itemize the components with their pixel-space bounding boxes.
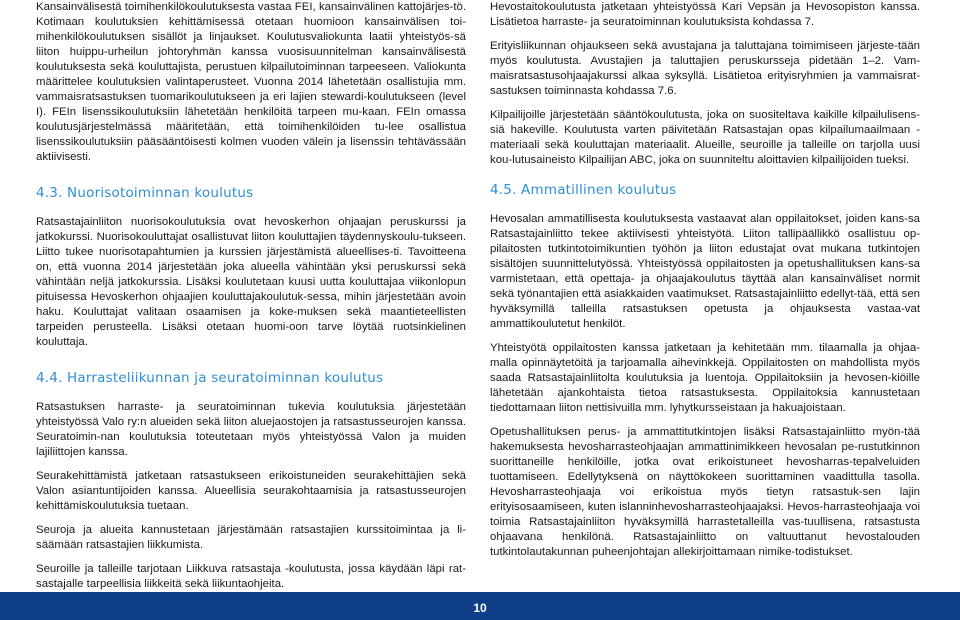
section-4-4-heading: 4.4. Harrasteliikunnan ja seuratoiminnan koulutus	[36, 370, 384, 386]
page-number: 10	[473, 601, 487, 615]
section-4-3-heading: 4.3. Nuorisotoiminnan koulutus	[36, 185, 254, 201]
section-4-5-heading: 4.5. Ammatillinen koulutus	[490, 182, 677, 198]
right-paragraph-6: Opetushallituksen perus- ja ammattitutkintojen lisäksi Ratsastajainliitto myön-tää hakemuksesta hevosharrasteohjaajan ammattinimikkeen hevosalan pe-rustutkinnon suorittaneille henkilöille, jotka ovat erikoistuneet hevosharras-tepalveluiden tuottamiseen. Edellytyksenä on näyttökokeen suorittaminen vaadittulla tasolla. Hevosharrasteohjaaja voi erikoistua myös tietyn ratsastuk-sen lajin erityisosaamiseen, kuten islanninhevosharrasteohjaajaksi. Hevos-harrasteohjaaja voi toimia Ratsastajainliiton hyväksymillä harrastetalleilla vas-tuullisena, ratsastusta ohjaavana henkilönä. Ratsastajainliitto on valtuuttanut hevostalouden tutkintolautakunnan puheenjohtajan allekirjoittamaan nimike-todistukset.	[490, 426, 920, 558]
right-paragraph-5: Yhteistyötä oppilaitosten kanssa jatketaan ja kehitetään mm. tilaamalla ja ohjaa-malla opinnäytetöitä ja tarjoamalla aihevinkkejä. Oppilaitosten on mahdollista myös saada Ratsastajainliitolta koulutuksia ja luentoja. Oppilaitoksiin ja hevosen-kiöille lähetetään ajankohtaista tietoa ratsastuksesta. Oppilaitoksia kannustetaan tiedottamaan liiton nettisivuilla mm. lyhytkursseistaan ja hakuajoistaan.	[490, 342, 920, 414]
right-paragraph-2: Erityisliikunnan ohjaukseen sekä avustajana ja taluttajana toimimiseen järjeste-tään myös koulutusta. Avustajien ja taluttajien peruskursseja pidetään 1–2. Vam-maisratsastusohjaajakurssi alkaa syksyllä. Lisätietoa erityisryhmien ja vammaisrat-sastuksen toiminnasta kohdassa 7.6.	[490, 40, 920, 97]
section-4-3-paragraph: Ratsastajainliiton nuorisokoulutuksia ovat hevoskerhon ohjaajan peruskurssi ja jatkokurssi. Nuorisokouluttajat osallistuvat liiton kouluttajien täydennyskoulu-tukseen. Liitto tukee nuorisotapahtumien ja kurssien järjestämistä alueellises-ti. Tavoitteena on, että vuonna 2014 järjestetään joka alueella vähintään yksi peruskurssi sekä vähintään neljä jatkokurssia. Lisäksi koulutetaan kuusi uutta kouluttajaa viikonlopun pituisessa Hevoskerhon ohjaajien kouluttajakoulutuk-sessa, mihin järjestetään avoin haku. Kouluttajat valitaan osaamisen ja koke-muksen sekä maantieteellisten tarpeiden perusteella. Lisäksi otetaan huomi-oon tarve löytää ruotsinkielinen kouluttaja.	[36, 216, 466, 348]
right-paragraph-4: Hevosalan ammatillisesta koulutuksesta vastaavat alan oppilaitokset, joiden kans-sa Ratsastajainliitto tekee aktiivisesti yhteistyötä. Liiton tallipäällikkö osallistuu op-pilaitosten tutkintotoimikuntien työhön ja liiton edustajat ovat mukana tutkintojen sisältöjen suunnittelutyössä. Yhteistyössä oppilaitosten ja opetushallituksen kans-sa varmistetaan, että opettaja- ja ohjaajakoulutus täyttää alan kansainväliset normit sekä työnantajien että asiakkaiden vaatimukset. Ratsastajainliitto edellyt-tää, että sen hyväksymillä talleilla ratsastuksen opetusta ja ohjauksesta vastaa-vat ammattikoulutetut henkilöt.	[490, 213, 920, 330]
right-paragraph-1: Hevostaitokoulutusta jatketaan yhteistyössä Kari Vepsän ja Hevosopiston kanssa. Lisätietoa harraste- ja seuratoiminnan koulutuksista kohdassa 7.	[490, 1, 920, 28]
section-4-4-paragraph-4: Seuroille ja talleille tarjotaan Liikkuva ratsastaja -koulutusta, jossa käydään läpi rat-sastajalle tarpeellisia liikkeitä sekä liikuntaohjeita.	[36, 563, 466, 590]
section-4-4-paragraph-1: Ratsastuksen harraste- ja seuratoiminnan tukevia koulutuksia järjestetään yhteistyössä Valo ry:n alueiden sekä liiton aluejaostojen ja ratsastusseurojen kanssa. Seuratoimin-nan koulutuksia toteutetaan myös yhteistyössä Valon ja muiden lajiliittojen kanssa.	[36, 401, 466, 458]
right-paragraph-3: Kilpailijoille järjestetään sääntökoulutusta, joka on suositeltava kaikille kilpailulisens-siä hakeville. Koulutusta varten päivitetään Ratsastajan opas kilpailumaailmaan -materiaali sekä kouluttajan materiaalit. Alueille, seuroille ja talleille on tarjolla uusi kou-lutusaineisto Kilpailijan ABC, joka on suunniteltu aloittavien kilpailijoiden tueksi.	[490, 109, 920, 166]
section-4-4-paragraph-2: Seurakehittämistä jatketaan ratsastukseen erikoistuneiden seurakehittäjien sekä Valon asiantuntijoiden kanssa. Alueellisia seurakohtaamisia ja ratsastusseurojen kehittämiskoulutuksia tuetaan.	[36, 470, 466, 512]
section-4-4-paragraph-3: Seuroja ja alueita kannustetaan järjestämään ratsastajien kurssitoimintaa ja li-säämään ratsastajien liikkumista.	[36, 524, 466, 551]
intro-paragraph: Kansainvälisestä toimihenkilökoulutuksesta vastaa FEI, kansainvälinen kattojärjes-tö. Kotimaan koulutuksien kehittämisessä otetaan huomioon kansainvälisen toi-mihenkilökoulutuksen sisällöt ja linjaukset. Koulutusvaliokunta laatii yhteistyös-sä liiton huippu-urheilun johtoryhmän kanssa vuosisuunnitelman kansainvälisestä koulutuksesta sekä kouluttajista, perustuen kilpailutoiminnan tarpeeseen. Valiokunta määrittelee koulutuksien valintaperusteet. Vuonna 2014 lähetetään osallistujia mm. vammaisratsastuksen tuomarikoulutukseen ja eri lajien stewardi-koulutukseen (level I). FEIn lisenssikoulutuksiin lähetetään henkilöitä tarpeen mu-kaan. FEIn omassa koulutusjärjestelmässä määritetään, että toimihenkilöiden tu-lee osallistua lisenssikoulutuksiin pääsääntöisesti kolmen vuoden välein ja lisenssin tehtävässään aktiivisesti.	[36, 1, 466, 163]
left-column	[36, 0, 466, 601]
right-column	[490, 0, 920, 569]
